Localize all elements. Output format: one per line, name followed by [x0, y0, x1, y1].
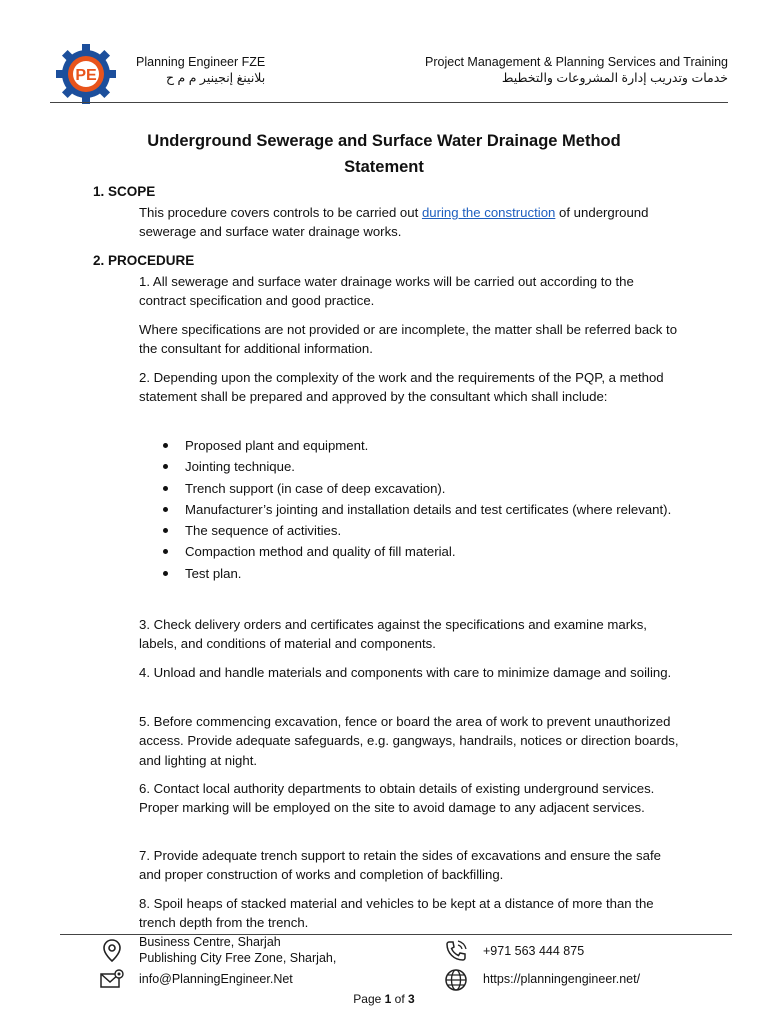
procedure-step: 4. Unload and handle materials and components with care to minimize damage and soiling.: [139, 665, 672, 680]
construction-link[interactable]: during the construction: [421, 205, 556, 220]
page-of: of: [394, 992, 405, 1006]
document-title: [80, 128, 688, 180]
procedure-step: 6. Contact local authority departments to obtain details of existing underground services. Proper marking will be employed on the site to avoid damage to any adjacent services.: [139, 781, 655, 816]
list-item: Trench support (in case of deep excavation).: [139, 479, 679, 498]
scope-paragraph: [139, 203, 679, 242]
address-line-2: Publishing City Free Zone, Sharjah,: [139, 950, 337, 965]
svg-text:PE: PE: [75, 67, 97, 84]
header-divider: [50, 102, 728, 103]
services-en: Project Management & Planning Services and Training: [425, 55, 728, 69]
title-line-1: Underground Sewerage and Surface Water Drainage Method: [147, 132, 621, 150]
procedure-step: 3. Check delivery orders and certificates against the specifications and examine marks, labels, and conditions of material and components.: [139, 617, 647, 652]
list-item: Proposed plant and equipment.: [139, 436, 679, 455]
company-name-en: Planning Engineer FZE: [136, 55, 266, 69]
list-item: Manufacturer’s jointing and installation details and test certificates (where relevant).: [139, 500, 679, 519]
planning-engineer-gear-logo: [54, 42, 118, 106]
list-item: Jointing technique.: [139, 457, 679, 476]
address-line-1: Business Centre, Sharjah: [139, 935, 281, 949]
list-item: The sequence of activities.: [139, 521, 679, 540]
procedure-step: 5. Before commencing excavation, fence or board the area of work to prevent unauthorized access. Provide adequate safeguards, e.g. gangways, handrails, notices or direction boards, and lighting at night.: [139, 714, 679, 768]
scope-text-before: This procedure covers controls to be carried out: [139, 205, 422, 220]
title-line-2: Statement: [344, 158, 424, 176]
page-header: [50, 36, 728, 102]
procedure-step: 8. Spoil heaps of stacked material and vehicles to be kept at a distance of more than the trench depth from the trench.: [139, 896, 654, 930]
procedure-paragraph: 2. Depending upon the complexity of the work and the requirements of the PQP, a method statement shall be prepared and approved by the consultant which shall include:: [139, 370, 664, 405]
footer-website[interactable]: https://planningengineer.net/: [483, 972, 641, 986]
procedure-paragraph: 1. All sewerage and surface water drainage works will be carried out according to the contract specification and good practice.: [139, 274, 634, 309]
procedure-paragraph: Where specifications are not provided or are incomplete, the matter shall be referred back to the consultant for additional information.: [139, 322, 678, 357]
globe-icon: [443, 967, 469, 993]
page-current: 1: [384, 992, 392, 1006]
procedure-step: 7. Provide adequate trench support to retain the sides of excavations and ensure the safe and proper construction of works and completion of backfilling.: [139, 848, 661, 883]
footer-address: [139, 935, 336, 966]
list-item: Test plan.: [139, 564, 679, 583]
services-ar: خدمات وتدريب إدارة المشروعات والتخطيط: [501, 71, 728, 85]
page-total: 3: [408, 992, 415, 1006]
section-heading-procedure: 2. PROCEDURE: [93, 253, 195, 268]
email-icon: [99, 967, 125, 993]
list-item: Compaction method and quality of fill material.: [139, 542, 679, 561]
method-statement-items: [139, 436, 679, 585]
page-number: [0, 992, 768, 1006]
footer-phone[interactable]: +971 563 444 875: [483, 944, 585, 958]
section-heading-scope: 1. SCOPE: [93, 184, 156, 199]
phone-icon: [443, 938, 469, 964]
footer-email[interactable]: info@PlanningEngineer.Net: [139, 972, 293, 986]
location-pin-icon: [99, 938, 125, 964]
scope-text-after: of underground sewerage and surface water drainage works.: [139, 205, 649, 240]
page-label: Page: [353, 992, 382, 1006]
company-name-ar: بلانينغ إنجينير م م ح: [165, 71, 266, 85]
